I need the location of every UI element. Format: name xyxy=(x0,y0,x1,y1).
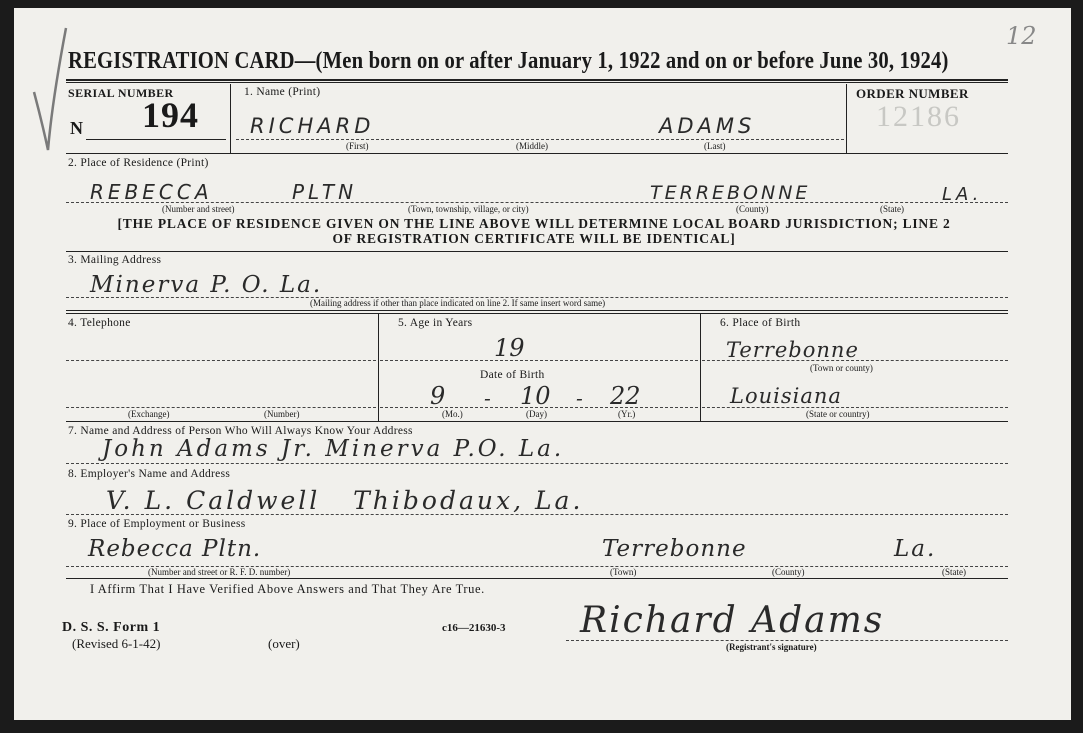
birthplace-town-caption: (Town or county) xyxy=(810,363,873,373)
employment-street-caption: (Number and street or R. F. D. number) xyxy=(148,567,291,577)
employer-value: V. L. Caldwell Thibodaux, La. xyxy=(106,486,584,515)
first-name: RICHARD xyxy=(250,114,375,138)
corner-mark: 12 xyxy=(1006,22,1037,50)
employment-town-caption: (Town) xyxy=(610,567,637,577)
exchange-caption: (Exchange) xyxy=(128,409,170,419)
residence-county: TERREBONNE xyxy=(650,182,811,204)
order-number-value: 12186 xyxy=(876,100,961,133)
registrant-signature: Richard Adams xyxy=(580,600,885,641)
residence-street-caption: (Number and street) xyxy=(162,204,235,214)
employer-label: 8. Employer's Name and Address xyxy=(68,468,231,480)
birthplace-state-caption: (State or country) xyxy=(806,409,870,419)
dob-dash-2: - xyxy=(576,386,583,410)
day-caption: (Day) xyxy=(526,409,547,419)
employment-state: La. xyxy=(894,536,937,562)
serial-number-label: SERIAL NUMBER xyxy=(68,86,174,100)
serial-prefix: N xyxy=(70,118,83,138)
order-number-label: ORDER NUMBER xyxy=(856,86,969,101)
dob-day: 10 xyxy=(520,382,551,410)
residence-state-caption: (State) xyxy=(880,204,904,214)
birthplace-label: 6. Place of Birth xyxy=(720,317,801,329)
form-code: c16—21630-3 xyxy=(442,622,506,634)
mailing-label: 3. Mailing Address xyxy=(68,254,162,266)
employment-label: 9. Place of Employment or Business xyxy=(68,518,246,530)
residence-street: REBECCA xyxy=(90,180,213,204)
form-name: D. S. S. Form 1 xyxy=(62,620,161,635)
dob-label: Date of Birth xyxy=(480,369,545,381)
form-over: (over) xyxy=(268,636,300,651)
dob-dash-1: - xyxy=(484,386,491,410)
signature-caption: (Registrant's signature) xyxy=(726,642,817,652)
number-caption: (Number) xyxy=(264,409,300,419)
first-caption: (First) xyxy=(346,141,369,151)
last-name: ADAMS xyxy=(659,114,756,138)
residence-town: PLTN xyxy=(292,180,358,204)
age-label: 5. Age in Years xyxy=(398,317,473,329)
residence-state: LA. xyxy=(942,184,983,205)
dob-year: 22 xyxy=(610,382,641,410)
age-value: 19 xyxy=(494,334,525,362)
contact-value: John Adams Jr. Minerva P.O. La. xyxy=(102,436,565,462)
registration-card xyxy=(14,8,1071,720)
mailing-caption: (Mailing address if other than place indicated on line 2. If same insert word same) xyxy=(310,298,606,308)
residence-label: 2. Place of Residence (Print) xyxy=(68,157,209,169)
residence-county-caption: (County) xyxy=(736,204,769,214)
dob-month: 9 xyxy=(430,382,446,410)
employment-county-caption: (County) xyxy=(772,567,805,577)
card-title: REGISTRATION CARD—(Men born on or after January 1, 1922 and on or before June 30, 1924) xyxy=(68,48,949,74)
telephone-label: 4. Telephone xyxy=(68,317,131,329)
yr-caption: (Yr.) xyxy=(618,409,636,419)
mo-caption: (Mo.) xyxy=(442,409,463,419)
employment-street: Rebecca Pltn. xyxy=(88,536,262,562)
residence-town-caption: (Town, township, village, or city) xyxy=(408,204,529,214)
birthplace-town: Terrebonne xyxy=(726,338,859,362)
name-label: 1. Name (Print) xyxy=(244,86,321,98)
last-caption: (Last) xyxy=(704,141,726,151)
employment-state-caption: (State) xyxy=(942,567,966,577)
serial-number-value: 194 xyxy=(142,95,199,135)
mailing-value: Minerva P. O. La. xyxy=(90,272,323,298)
affirmation-text: I Affirm That I Have Verified Above Answers and That They Are True. xyxy=(90,582,485,596)
contact-label: 7. Name and Address of Person Who Will Always Know Your Address xyxy=(68,425,413,437)
middle-caption: (Middle) xyxy=(516,141,548,151)
check-mark-icon xyxy=(30,22,70,152)
birthplace-state: Louisiana xyxy=(730,384,842,408)
form-revised: (Revised 6-1-42) xyxy=(72,636,161,651)
jurisdiction-note: [THE PLACE OF RESIDENCE GIVEN ON THE LINE ABOVE WILL DETERMINE LOCAL BOARD JURISDICTION; LINE 2 OF REGISTRATION CERTIFICATE WILL BE IDENTICAL] xyxy=(117,216,951,246)
employment-town: Terrebonne xyxy=(602,536,747,562)
